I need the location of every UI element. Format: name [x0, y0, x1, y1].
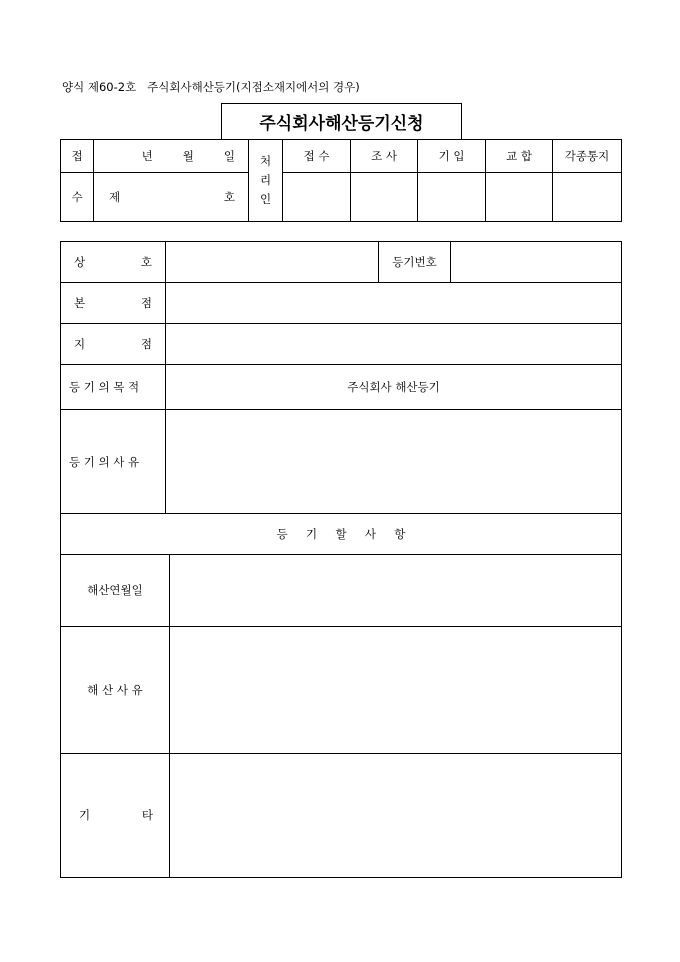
processor-char-1: 처: [259, 154, 272, 168]
dissolution-date-field[interactable]: [170, 554, 622, 626]
receipt-su-label: 수: [61, 173, 94, 222]
col-verify: 교 합: [486, 140, 553, 173]
form-id: 양식 제60-2호 주식회사해산등기(지점소재지에서의 경우): [62, 80, 360, 94]
notices-stamp[interactable]: [553, 173, 622, 222]
items-header: 등 기 할 사 항: [61, 514, 622, 555]
receipt-table: [60, 139, 622, 222]
dissolution-reason-label: 해 산 사 유: [61, 626, 170, 753]
processor-label: [249, 140, 283, 222]
year-label: 년: [141, 149, 153, 163]
items-table: [60, 554, 622, 878]
reason-label: 등 기 의 사 유: [61, 410, 166, 514]
col-review: 조 사: [351, 140, 418, 173]
col-receipt: 접 수: [283, 140, 351, 173]
other-label: 기 타: [61, 753, 170, 877]
day-label: 일: [223, 149, 235, 163]
head-office-field[interactable]: [166, 283, 622, 324]
number-suffix-label: 호: [223, 190, 235, 204]
trade-name-label: 상 호: [61, 242, 166, 283]
receipt-jeop-label: 접: [61, 140, 94, 173]
main-table: [60, 241, 622, 555]
receipt-stamp[interactable]: [283, 173, 351, 222]
month-label: 월: [182, 149, 194, 163]
branch-label: 지 점: [61, 324, 166, 365]
dissolution-date-label: 해산연월일: [61, 554, 170, 626]
other-field[interactable]: [170, 753, 622, 877]
processor-char-2: 리: [259, 173, 272, 187]
review-stamp[interactable]: [351, 173, 418, 222]
col-notices: 각종통지: [553, 140, 622, 173]
reg-number-label: 등기번호: [379, 242, 451, 283]
receipt-date-cell: [94, 140, 249, 173]
verify-stamp[interactable]: [486, 173, 553, 222]
trade-name-field[interactable]: [166, 242, 379, 283]
title-box: [221, 103, 462, 139]
branch-field[interactable]: [166, 324, 622, 365]
number-prefix-label: 제: [109, 190, 121, 204]
purpose-label: 등 기 의 목 적: [61, 365, 166, 410]
col-entry: 기 입: [418, 140, 486, 173]
entry-stamp[interactable]: [418, 173, 486, 222]
processor-char-3: 인: [259, 192, 272, 206]
head-office-label: 본 점: [61, 283, 166, 324]
reason-field[interactable]: [166, 410, 622, 514]
reg-number-field[interactable]: [451, 242, 622, 283]
receipt-number-cell: [94, 173, 249, 222]
dissolution-reason-field[interactable]: [170, 626, 622, 753]
document-title: 주식회사해산등기신청: [259, 114, 424, 134]
purpose-value: 주식회사 해산등기: [166, 365, 622, 410]
